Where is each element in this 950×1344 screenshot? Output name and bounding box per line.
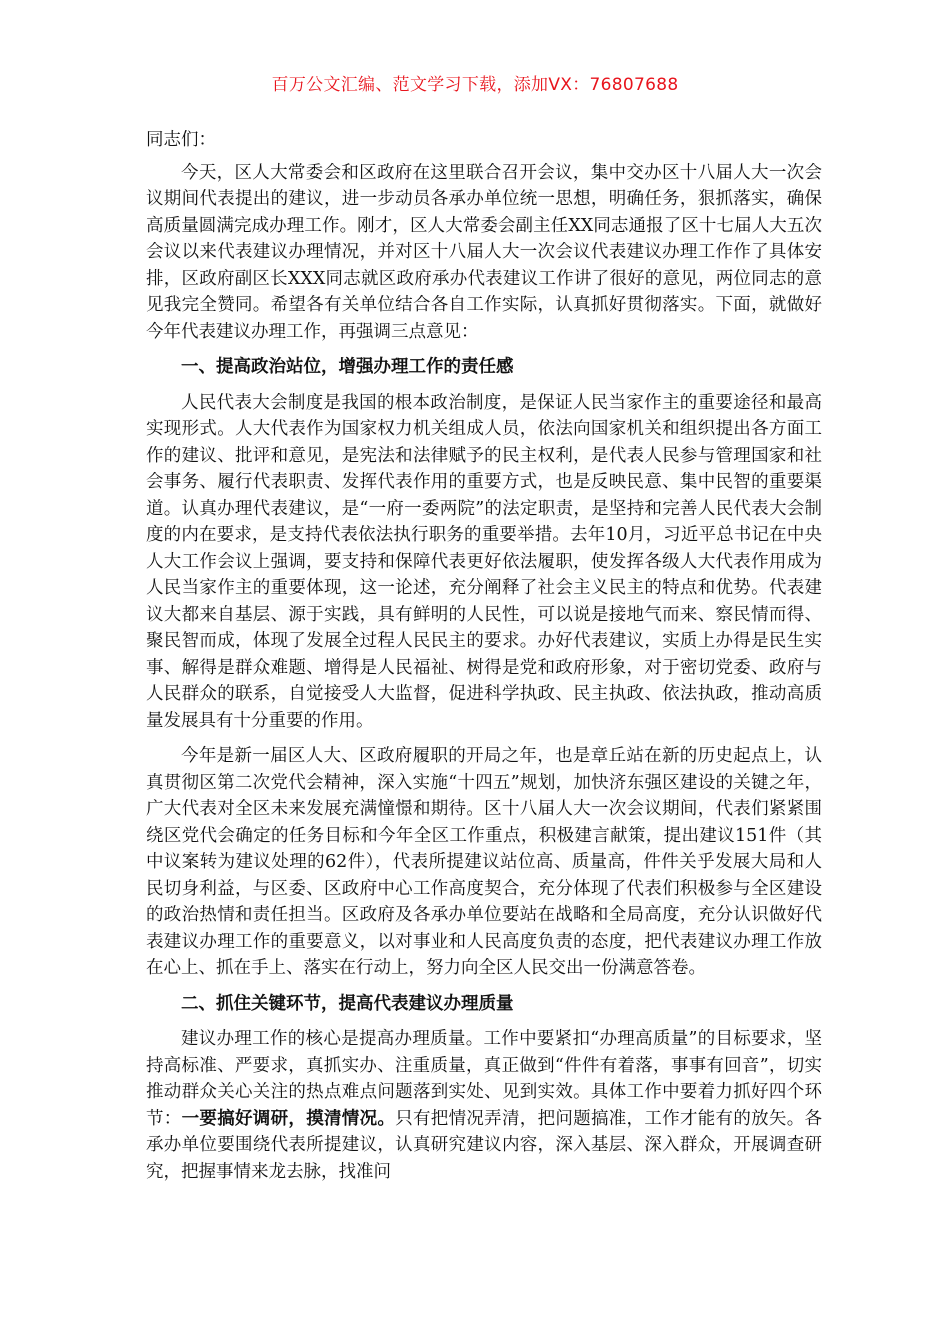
- watermark-banner: 百万公文汇编、范文学习下载，添加VX：76807688: [271, 75, 679, 95]
- section-1-heading: 一、提高政治站位，增强办理工作的责任感: [181, 357, 514, 377]
- section-2-bold-point: 一要搞好调研，摸清情况。: [181, 1108, 396, 1129]
- section-1-paragraph-2: 今年是新一届区人大、区政府履职的开局之年，也是章丘站在新的历史起点上，认真贯彻区第二次党代会精神，深入实施“十四五”规划，加快济东强区建设的关键之年，广大代表对全区未来发展充满憧憬和期待。区十八届人大一次会议期间，代表们紧紧围绕区党代会确定的任务目标和今年全区工作重点，积极建言献策，提出建议151件（其中议案转为建议处理的62件），代表所提建议站位高、质量高，件件关乎发展大局和人民切身利益，与区委、区政府中心工作高度契合，充分体现了代表们积极参与全区建设的政治热情和责任担当。区政府及各承办单位要站在战略和全局高度，充分认识做好代表建议办理工作的重要意义，以对事业和人民高度负责的态度，把代表建议办理工作放在心上、抓在手上、落实在行动上，努力向全区人民交出一份满意答卷。: [146, 746, 822, 978]
- salutation: 同志们：: [146, 130, 216, 150]
- section-1-paragraph-1: 人民代表大会制度是我国的根本政治制度，是保证人民当家作主的重要途径和最高实现形式。人大代表作为国家权力机关组成人员，依法向国家机关和组织提出各方面工作的建议、批评和意见，是宪法和法律赋予的民主权利，是代表人民参与管理国家和社会事务、履行代表职责、发挥代表作用的重要方式，也是反映民意、集中民智的重要渠道。认真办理代表建议，是“一府一委两院”的法定职责，是坚持和完善人民代表大会制度的内在要求，是支持代表依法执行职务的重要举措。去年10月，习近平总书记在中央人大工作会议上强调，要支持和保障代表更好依法履职，使发挥各级人大代表作用成为人民当家作主的重要体现，这一论述，充分阐释了社会主义民主的特点和优势。代表建议大都来自基层、源于实践，具有鲜明的人民性，可以说是接地气而来、察民情而得、聚民智而成，体现了发展全过程人民民主的要求。办好代表建议，实质上办得是民生实事、解得是群众难题、增得是人民福祉、树得是党和政府形象，对于密切党委、政府与人民群众的联系，自觉接受人大监督，促进科学执政、民主执政、依法执政，推动高质量发展具有十分重要的作用。: [146, 392, 822, 731]
- section-2-heading: 二、抓住关键环节，提高代表建议办理质量: [181, 993, 514, 1014]
- intro-paragraph: 今天，区人大常委会和区政府在这里联合召开会议，集中交办区十八届人大一次会议期间代表提出的建议，进一步动员各承办单位统一思想，明确任务，狠抓落实，确保高质量圆满完成办理工作。刚才，区人大常委会副主任XX同志通报了区十七届人大五次会议以来代表建议办理情况，并对区十八届人大一次会议代表建议办理工作作了具体安排，区政府副区长XXX同志就区政府承办代表建议工作讲了很好的意见，两位同志的意见我完全赞同。希望各有关单位结合各自工作实际，认真抓好贯彻落实。下面，就做好今年代表建议办理工作，再强调三点意见：: [146, 162, 822, 342]
- section-2-text-start: 建议办理工作的核心是提高办理质量。工作中要紧扣“办理高质量”的目标要求，坚持高标准、严要求，真抓实办、注重质量，真正做到“件件有着落，事事有回音”，切实推动群众关心关注的热点难点问题落到实处、见到实效。具体工作中要着力抓好四个环节：: [146, 1029, 822, 1129]
- section-2-paragraph-1: [146, 1026, 822, 1185]
- section-2-text-end: 只有把情况弄清，把问题搞准，工作才能有的放矢。各承办单位要围绕代表所提建议，认真研究建议内容，深入基层、深入群众，开展调查研究，把握事情来龙去脉，找准问: [146, 1108, 823, 1182]
- document-body: [146, 127, 822, 1194]
